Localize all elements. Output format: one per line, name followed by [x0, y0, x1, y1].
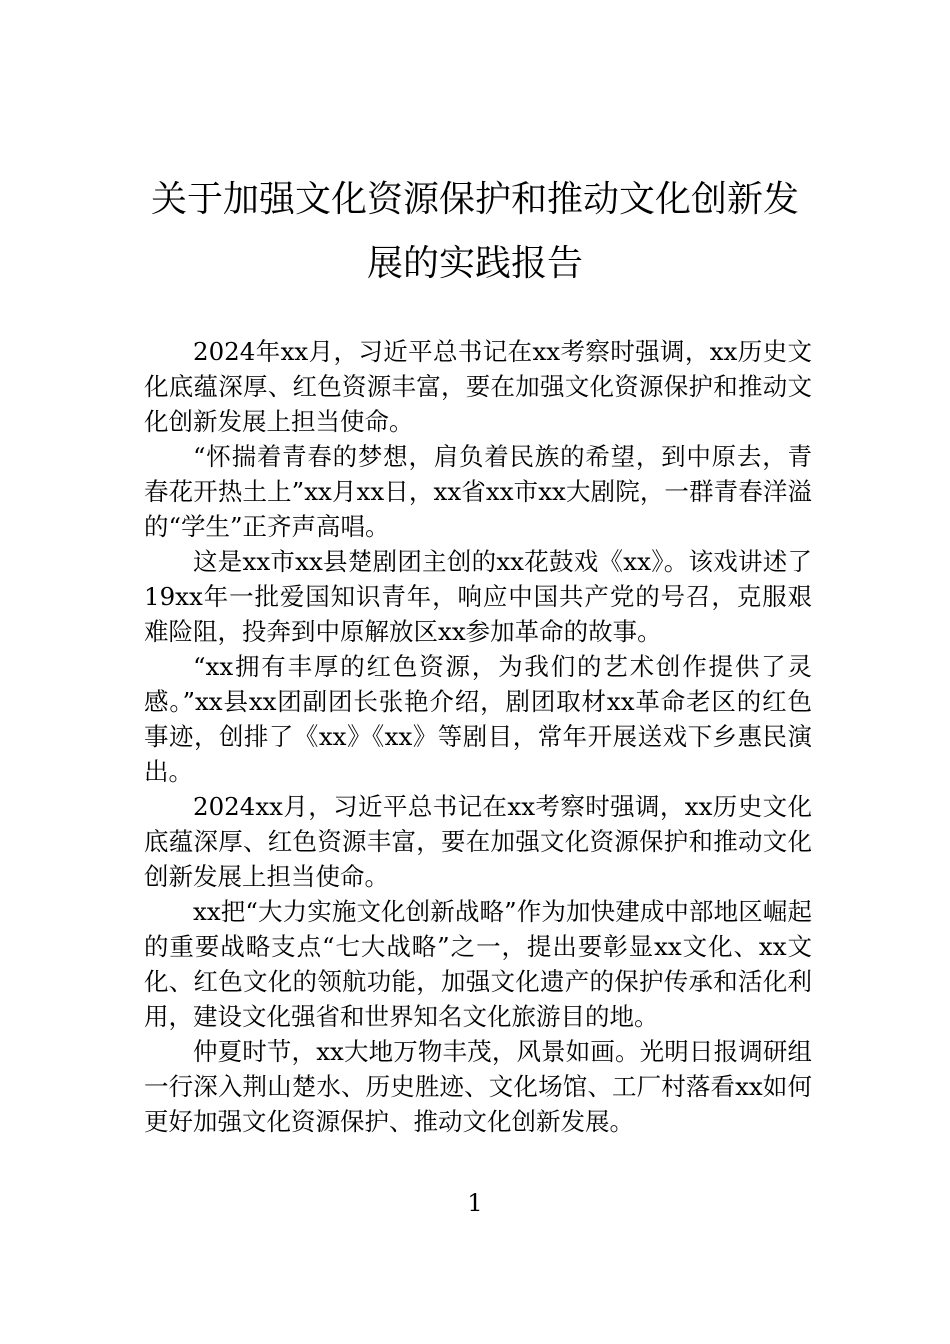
page-number: 1 [467, 1189, 483, 1217]
paragraph-6: xx把“大力实施文化创新战略”作为加快建成中部地区崛起的重要战略支点“七大战略”之一，提出要彰显xx文化、xx文化、红色文化的领航功能，加强文化遗产的保护传承和活化利用，建设文化强省和世界知名文化旅游目的地。 [144, 897, 812, 1031]
paragraph-5: 2024xx月，习近平总书记在xx考察时强调，xx历史文化底蕴深厚、红色资源丰富，要在加强文化资源保护和推动文化创新发展上担当使命。 [144, 792, 812, 891]
title-line-1: 关于加强文化资源保护和推动文化创新发 [150, 179, 799, 220]
paragraph-7: 仲夏时节，xx大地万物丰茂，风景如画。光明日报调研组一行深入荆山楚水、历史胜迹、文化场馆、工厂村落看xx如何更好加强文化资源保护、推动文化创新发展。 [144, 1037, 812, 1136]
paragraph-1: 2024年xx月，习近平总书记在xx考察时强调，xx历史文化底蕴深厚、红色资源丰富，要在加强文化资源保护和推动文化创新发展上担当使命。 [144, 337, 812, 436]
title-line-2: 展的实践报告 [366, 243, 583, 284]
document-title [120, 168, 830, 296]
document-body [144, 334, 812, 1139]
paragraph-3: 这是xx市xx县楚剧团主创的xx花鼓戏《xx》。该戏讲述了19xx年一批爱国知识青年，响应中国共产党的号召，克服艰难险阻，投奔到中原解放区xx参加革命的故事。 [144, 547, 812, 646]
paragraph-2: “怀揣着青春的梦想，肩负着民族的希望，到中原去，青春花开热土上”xx月xx日，xx省xx市xx大剧院，一群青春洋溢的“学生”正齐声高唱。 [144, 442, 812, 541]
paragraph-4: “xx拥有丰厚的红色资源，为我们的艺术创作提供了灵感。”xx县xx团副团长张艳介绍，剧团取材xx革命老区的红色事迹，创排了《xx》《xx》等剧目，常年开展送戏下乡惠民演出。 [144, 652, 812, 786]
